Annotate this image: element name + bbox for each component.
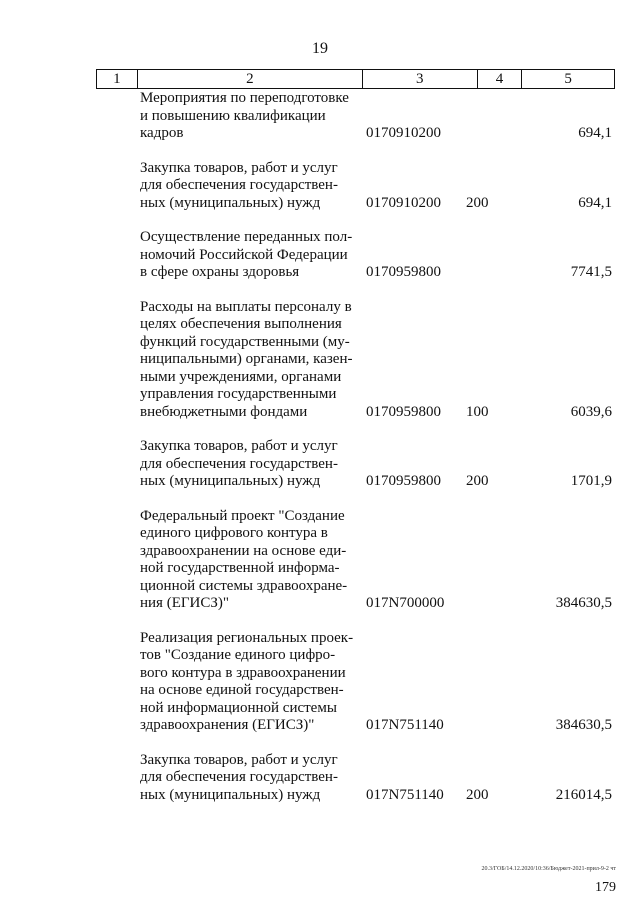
row-description-line: здравоохранения (ЕГИСЗ)"	[140, 717, 315, 733]
row-amount: 694,1	[578, 194, 612, 211]
table-row	[0, 299, 640, 422]
row-description-line: тов "Создание единого цифро-	[140, 647, 336, 663]
row-description-line: Закупка товаров, работ и услуг	[140, 751, 338, 768]
row-description-line: Закупка товаров, работ и услуг	[140, 438, 338, 454]
table-body	[0, 90, 640, 821]
table-row	[0, 438, 640, 491]
row-description	[140, 90, 356, 143]
row-type: 200	[466, 194, 489, 211]
table-row	[0, 752, 640, 805]
row-code: 017N700000	[366, 595, 445, 611]
row-description-line: функций государственными (му-	[140, 333, 350, 350]
row-description-line: целях обеспечения выполнения	[140, 316, 342, 332]
row-code: 0170910200	[366, 194, 441, 211]
row-amount: 384630,5	[555, 595, 612, 611]
row-description-line: Мероприятия по переподготовке	[140, 90, 349, 106]
row-type: 100	[466, 403, 489, 420]
row-description-line: и повышению квалификации	[140, 107, 326, 124]
row-description	[140, 752, 356, 805]
row-description-line: ния (ЕГИСЗ)"	[140, 595, 230, 611]
table-row	[0, 90, 640, 143]
row-description-line: кадров	[140, 125, 184, 141]
row-description	[140, 630, 356, 735]
row-type: 200	[466, 473, 489, 489]
row-description-line: для обеспечения государствен-	[140, 177, 338, 193]
row-amount: 6039,6	[570, 403, 612, 420]
row-description-line: ных (муниципальных) нужд	[140, 786, 321, 803]
header-col-2: 2	[138, 70, 363, 88]
row-code: 0170959800	[366, 264, 441, 280]
row-description-line: ной государственной информа-	[140, 560, 340, 576]
row-description-line: ниципальными) органами, казен-	[140, 351, 353, 367]
row-code: 0170959800	[366, 403, 441, 420]
row-description-line: ных (муниципальных) нужд	[140, 194, 321, 211]
row-amount: 384630,5	[555, 717, 612, 733]
row-description-line: единого цифрового контура в	[140, 525, 328, 541]
row-description-line: здравоохранении на основе еди-	[140, 542, 347, 559]
row-description	[140, 438, 356, 491]
row-description-line: в сфере охраны здоровья	[140, 264, 300, 280]
table-row	[0, 160, 640, 213]
row-description-line: ных (муниципальных) нужд	[140, 473, 321, 489]
row-description-line: управления государственными	[140, 386, 337, 402]
row-description	[140, 299, 356, 422]
page-number: 19	[312, 40, 328, 57]
footer-page-number: 179	[595, 880, 616, 895]
row-description-line: ными учреждениями, органами	[140, 368, 342, 385]
row-type: 200	[466, 786, 489, 803]
row-description-line: Расходы на выплаты персоналу в	[140, 298, 352, 315]
row-description-line: Осуществление переданных пол-	[140, 229, 353, 245]
row-description-line: для обеспечения государствен-	[140, 769, 338, 785]
row-description-line: на основе единой государствен-	[140, 682, 344, 698]
row-code: 017N751140	[366, 717, 444, 733]
row-amount: 216014,5	[555, 786, 612, 803]
row-description-line: ционной системы здравоохране-	[140, 577, 348, 594]
row-code: 017N751140	[366, 786, 444, 803]
row-description-line: внебюджетными фондами	[140, 403, 308, 420]
row-code: 0170959800	[366, 473, 441, 489]
row-amount: 694,1	[578, 125, 612, 141]
row-description	[140, 508, 356, 613]
table-row	[0, 229, 640, 282]
header-col-4: 4	[478, 70, 523, 88]
row-description-line: Закупка товаров, работ и услуг	[140, 159, 338, 176]
header-col-1: 1	[97, 70, 138, 88]
table-row	[0, 508, 640, 613]
table-row	[0, 630, 640, 735]
row-description-line: Реализация региональных проек-	[140, 629, 354, 646]
table-header	[96, 69, 615, 89]
row-description-line: номочий Российской Федерации	[140, 246, 348, 263]
row-code: 0170910200	[366, 125, 441, 141]
row-description-line: для обеспечения государствен-	[140, 455, 338, 472]
row-description-line: ной информационной системы	[140, 699, 337, 716]
row-amount: 7741,5	[570, 264, 612, 280]
row-description-line: вого контура в здравоохранении	[140, 664, 346, 681]
footer-note: 20.3/ГОБ/14.12.2020/10:36/Бюджет-2021-прил-9-2 чт	[481, 866, 616, 872]
header-col-3: 3	[363, 70, 478, 88]
row-description-line: Федеральный проект "Создание	[140, 507, 345, 524]
header-col-5: 5	[564, 71, 572, 87]
row-description	[140, 160, 356, 213]
row-description	[140, 229, 356, 282]
row-amount: 1701,9	[570, 473, 612, 489]
